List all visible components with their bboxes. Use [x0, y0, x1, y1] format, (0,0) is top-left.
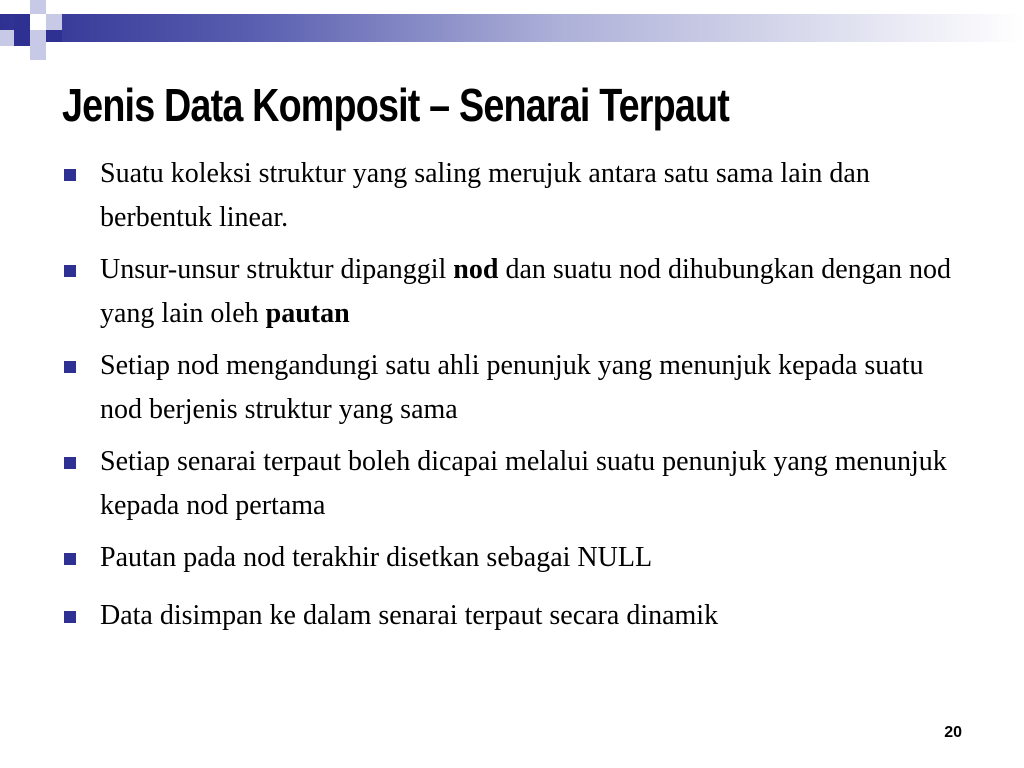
header-gradient-bar	[0, 14, 1024, 42]
decor-square-icon	[14, 30, 30, 46]
bullet-text: Setiap nod mengandungi satu ahli penunjuk yang menunjuk kepada suatu nod berjenis struktur yang sama	[100, 350, 924, 425]
bullet-text: Pautan pada nod terakhir disetkan sebagai NULL	[100, 542, 653, 573]
decor-square-icon	[46, 14, 62, 30]
decor-square-icon	[30, 46, 46, 60]
bullet-text: dan suatu nod dihubungkan dengan nod yang lain oleh	[100, 254, 952, 329]
square-bullet-icon	[64, 553, 76, 565]
square-bullet-icon	[64, 611, 76, 623]
square-bullet-icon	[64, 265, 76, 277]
slide-title: Jenis Data Komposit – Senarai Terpaut	[62, 79, 729, 131]
bullet-item	[62, 536, 962, 580]
bullet-item	[62, 440, 962, 528]
bullet-text: Setiap senarai terpaut boleh dicapai melalui suatu penunjuk yang menunjuk kepada nod pertama	[100, 446, 947, 521]
decor-square-icon	[46, 30, 62, 42]
bullet-item	[62, 344, 962, 432]
decor-square-icon	[30, 14, 46, 30]
bullet-list	[62, 152, 962, 652]
bullet-keyword: pautan	[265, 298, 350, 329]
square-bullet-icon	[64, 457, 76, 469]
decor-square-icon	[30, 30, 46, 46]
bullet-keyword: nod	[453, 254, 499, 285]
square-bullet-icon	[64, 169, 76, 181]
bullet-text: Suatu koleksi struktur yang saling merujuk antara satu sama lain dan berbentuk linear.	[100, 158, 870, 233]
page-number: 20	[944, 724, 962, 741]
decor-square-icon	[14, 14, 30, 30]
decor-square-icon	[30, 0, 46, 14]
bullet-item	[62, 594, 962, 638]
bullet-item	[62, 248, 962, 336]
bullet-item	[62, 152, 962, 240]
bullet-text: Data disimpan ke dalam senarai terpaut secara dinamik	[100, 600, 719, 631]
bullet-text: Unsur-unsur struktur dipanggil	[100, 254, 454, 285]
decor-square-icon	[0, 30, 14, 46]
square-bullet-icon	[64, 361, 76, 373]
